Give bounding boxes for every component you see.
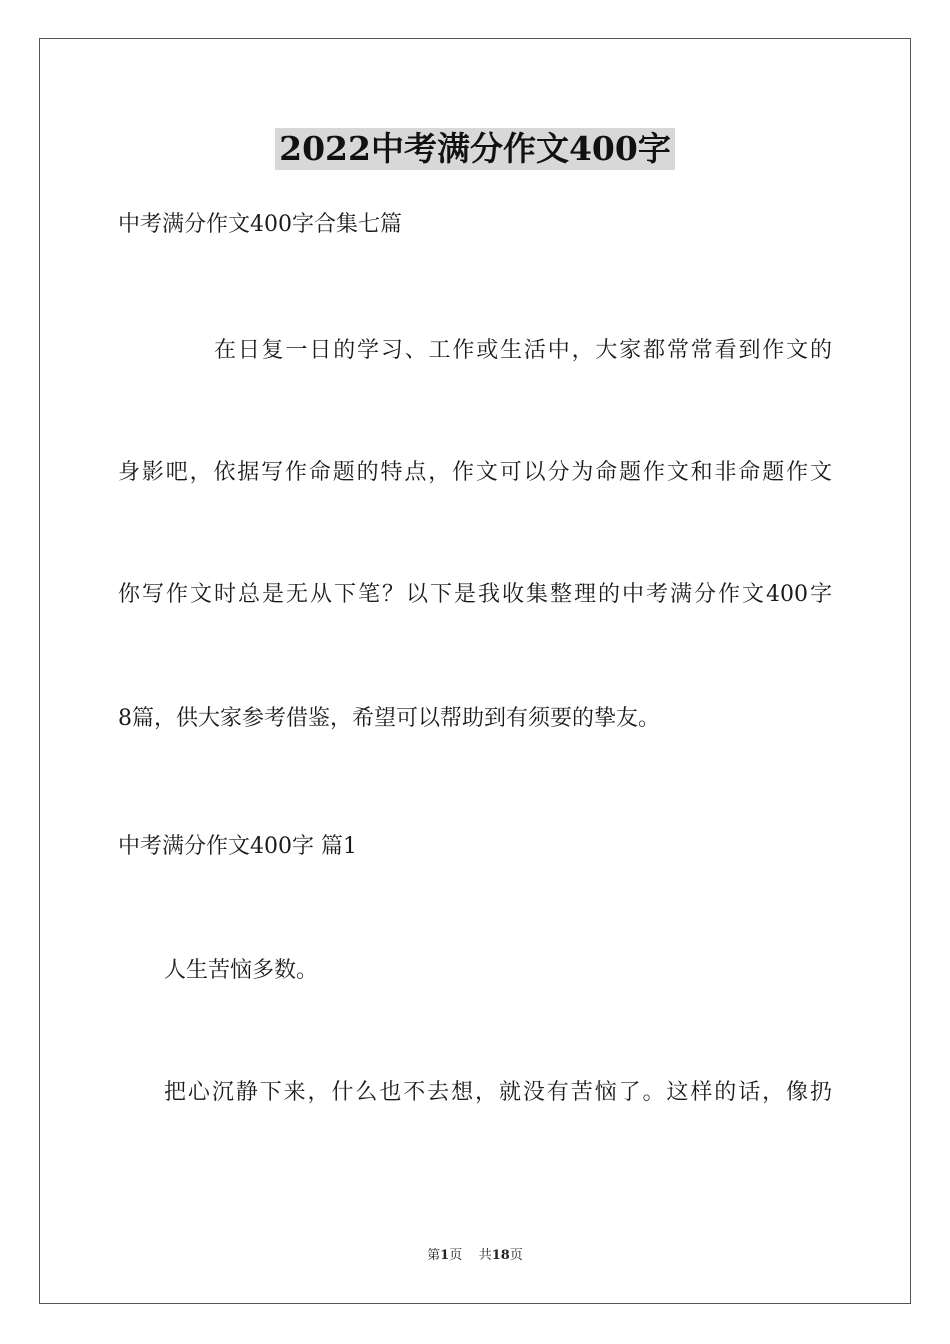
page-footer	[0, 1248, 950, 1264]
footer-total-prefix: 共	[478, 1248, 492, 1263]
footer-total-pages: 18	[491, 1248, 510, 1263]
document-title: 2022中考满分作文400字	[275, 128, 675, 170]
footer-page-number: 1	[440, 1248, 450, 1263]
footer-prefix: 第	[427, 1248, 441, 1263]
intro-line-2: 身影吧，依据写作命题的特点，作文可以分为命题作文和非命题作文	[118, 460, 832, 485]
title-container	[0, 128, 950, 170]
body-line-2: 把心沉静下来，什么也不去想，就没有苦恼了。这样的话，像扔	[164, 1080, 832, 1105]
intro-line-1: 在日复一日的学习、工作或生活中，大家都常常看到作文的	[214, 338, 832, 363]
footer-total-suffix: 页	[509, 1248, 523, 1263]
intro-line-4: 8篇，供大家参考借鉴，希望可以帮助到有须要的挚友。	[118, 706, 660, 731]
document-subtitle: 中考满分作文400字合集七篇	[118, 212, 402, 237]
footer-page-suffix: 页	[449, 1248, 463, 1263]
section-heading: 中考满分作文400字 篇1	[118, 834, 357, 859]
intro-line-3: 你写作文时总是无从下笔？以下是我收集整理的中考满分作文400字	[118, 582, 832, 607]
body-line-1: 人生苦恼多数。	[164, 958, 319, 983]
